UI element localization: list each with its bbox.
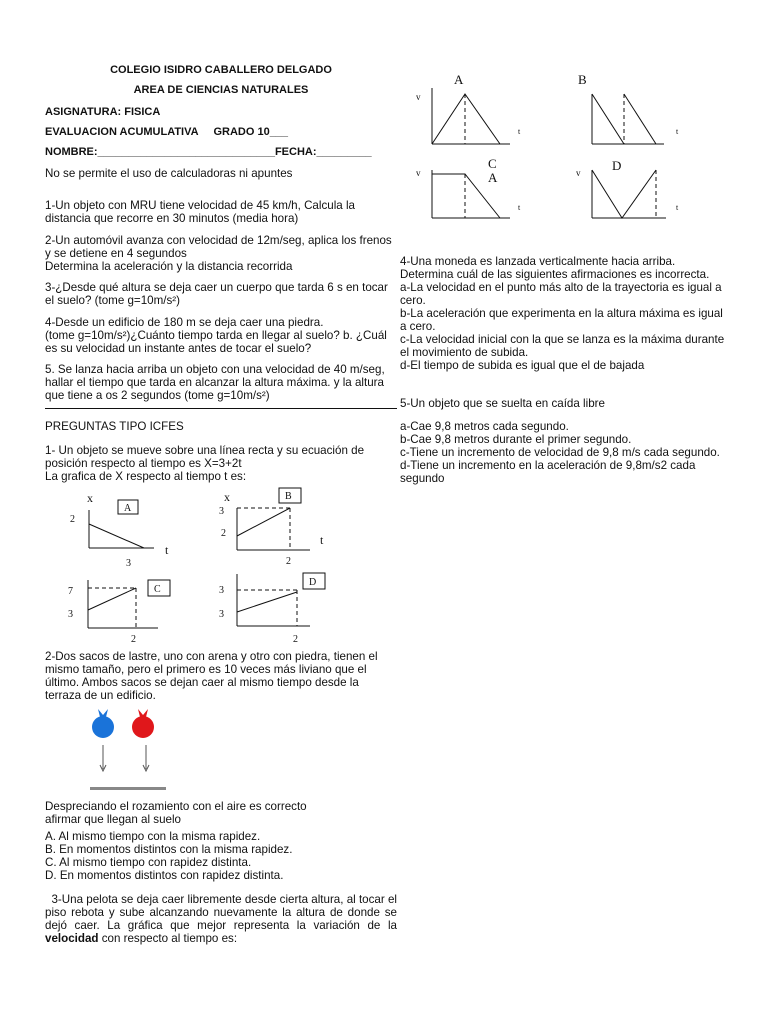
q3-bold: velocidad [45, 932, 99, 945]
option-a: A. Al mismo tiempo con la misma rapidez. [45, 830, 261, 843]
graph-b-x-tick: 2 [286, 556, 291, 567]
vt-graph-c [410, 154, 540, 228]
section-divider [45, 408, 397, 409]
graph-a-x-tick: 3 [126, 558, 131, 569]
vt-b-letter: B [578, 72, 587, 87]
graph-b-axis-label: x [224, 490, 230, 504]
vt-a-t-label: t [518, 127, 521, 136]
q3-text-b: con respecto al tiempo es: [98, 932, 238, 945]
xt-graph-a [60, 490, 170, 570]
vt-c-letter: C [488, 156, 497, 171]
question-2: 2-Un automóvil avanza con velocidad de 12m/seg, aplica los frenos y se detiene en 4 segundos Determina la aceleración y la distancia recorrida [45, 234, 392, 273]
graph-d-x-tick: 2 [293, 634, 298, 645]
graph-c-letter: C [154, 584, 161, 595]
question-2-options [45, 830, 292, 882]
option-b: B. En momentos distintos con la misma rapidez. [45, 843, 293, 856]
question-5: 5. Se lanza hacia arriba un objeto con una velocidad de 40 m/seg, hallar el tiempo que tarda en alcanzar la altura máxima. y la altura que tiene a os 2 segundos (tome g=10m/s²) [45, 363, 385, 402]
icfes-question-3 [45, 893, 401, 945]
ground-line [90, 787, 166, 790]
vt-c-letter-2: A [488, 170, 498, 185]
vt-graph-a [410, 70, 530, 150]
graph-a-y-tick: 2 [70, 514, 75, 525]
vt-b-t-label: t [676, 127, 679, 136]
graph-b-y-tick-top: 3 [219, 506, 224, 517]
down-arrow-icon [100, 745, 106, 771]
question-4: 4-Desde un edificio de 180 m se deja caer una piedra. (tome g=10m/s²)¿Cuánto tiempo tarda en llegar al suelo? b. ¿Cuál es su velocidad un instante antes de tocar el suelo? [45, 316, 387, 355]
evaluation-line: EVALUACION ACUMULATIVA GRADO 10___ [45, 126, 289, 138]
down-arrow-icon [143, 745, 149, 771]
area-name: AREA DE CIENCIAS NATURALES [133, 84, 309, 96]
right-question-5-title: 5-Un objeto que se suelta en caída libre [400, 397, 605, 410]
graph-d-y-tick-top: 3 [219, 585, 224, 596]
icfes-title: PREGUNTAS TIPO ICFES [45, 420, 184, 433]
falling-bags-illustration [86, 705, 196, 795]
exam-note: No se permite el uso de calculadoras ni apuntes [45, 167, 293, 180]
graph-c-y-tick-top: 7 [68, 586, 73, 597]
vt-c-v-label: v [416, 168, 421, 178]
option-d: D. En momentos distintos con rapidez distinta. [45, 869, 284, 882]
graph-d-letter: D [309, 577, 317, 588]
xt-graph-c [60, 572, 180, 648]
vt-d-letter: D [612, 158, 622, 173]
xt-graph-b [215, 486, 345, 570]
graph-b-t-label: t [320, 533, 324, 547]
q3-text-a: 3-Una pelota se deja caer libremente desde cierta altura, al tocar el piso rebota y sube alcanzando nuevamente la altura de donde se dejó caer. La gráfica que mejor representa la variación de la [45, 893, 401, 932]
graph-d-y-tick-low: 3 [219, 609, 224, 620]
vt-graph-b [572, 70, 692, 150]
graph-a-letter: A [124, 503, 132, 514]
question-3: 3-¿Desde qué altura se deja caer un cuerpo que tarda 6 s en tocar el suelo? (tome g=10m/s²) [45, 281, 388, 307]
graph-a-t-label: t [165, 543, 169, 557]
graph-c-x-tick: 2 [131, 634, 136, 645]
option-c: C. Al mismo tiempo con rapidez distinta. [45, 856, 252, 869]
vt-c-t-label: t [518, 203, 521, 212]
blue-bag-icon [92, 709, 114, 738]
red-bag-icon [132, 709, 154, 738]
icfes-question-2: 2-Dos sacos de lastre, uno con arena y otro con piedra, tienen el mismo tamaño, pero el primero es 10 veces más liviano que el último. Ambos sacos se dejan caer al mismo tiempo desde la terraza de un edificio. [45, 650, 378, 702]
right-question-4: 4-Una moneda es lanzada verticalmente hacia arriba. Determina cuál de las siguientes afirmaciones es incorrecta. a-La velocidad en el punto más alto de la trayectoria es igual a cero. b-La aceleración que experimenta en la altura máxima es igual a cero. c-La velocidad inicial con la que se lanza es la máxima durante el movimiento de subida. d-El tiempo de subida es igual que el de bajada [400, 255, 725, 372]
vt-graph-d [572, 154, 692, 228]
vt-d-v-label: v [576, 168, 581, 178]
graph-c-y-tick-low: 3 [68, 609, 73, 620]
school-name: COLEGIO ISIDRO CABALLERO DELGADO [110, 64, 332, 76]
graph-a-axis-label: x [87, 491, 93, 505]
question-1: 1-Un objeto con MRU tiene velocidad de 45 km/h, Calcula la distancia que recorre en 30 minutos (media hora) [45, 199, 355, 225]
icfes-question-2-stem: Despreciando el rozamiento con el aire es correcto afirmar que llegan al suelo [45, 800, 307, 826]
graph-b-letter: B [285, 491, 292, 502]
subject-line: ASIGNATURA: FISICA [45, 106, 161, 118]
vt-a-v-label: v [416, 92, 421, 102]
xt-graph-d [215, 570, 335, 648]
vt-d-t-label: t [676, 203, 679, 212]
right-question-5-options: a-Cae 9,8 metros cada segundo. b-Cae 9,8 metros durante el primer segundo. c-Tiene un incremento de velocidad de 9,8 m/s cada segundo. d-Tiene un incremento en la aceleración de 9,8m/s2 cada segundo [400, 420, 720, 485]
vt-a-letter: A [454, 72, 464, 87]
graph-b-y-tick-low: 2 [221, 528, 226, 539]
icfes-question-1: 1- Un objeto se mueve sobre una línea recta y su ecuación de posición respecto al tiempo es X=3+2t La grafica de X respecto al tiempo t es: [45, 444, 365, 483]
name-date-line: NOMBRE:_____________________________FECHA:_________ [45, 146, 372, 158]
